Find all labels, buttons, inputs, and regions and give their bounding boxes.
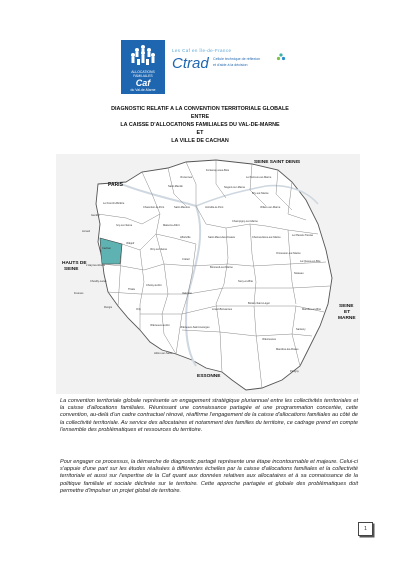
commune-label: Le Plessis-Trévise [292, 234, 314, 237]
caf-logo-brand: Caf [135, 78, 151, 88]
title-line-1: DIAGNOSTIC RELATIF A LA CONVENTION TERRITORIALE GLOBALE [111, 106, 289, 112]
paragraph-1: La convention territoriale globale représente un engagement stratégique pluriannuel entre les collectivités territoriales et la caisse d'allocations familiales. Réunissant une connaissance partagée et une programmation concertée, cette convention, au-delà d'un cadre contractuel rénové, réaffirme l'engagement de la caisse d'allocations familiales au côté de la collectivité territoriale. Au service des allocataires et notamment des familles du territoire, ce cadrage prend en compte l'ensemble des problématiques et ressources du territoire. [60, 398, 358, 433]
commune-label: Nogent-sur-Marne [224, 186, 246, 189]
commune-label: Villeneuve-Saint-Georges [180, 326, 210, 329]
commune-label: Charenton-le-Pont [143, 206, 165, 209]
ctrad-brand: Ctrad [172, 55, 209, 72]
map-svg [56, 154, 360, 394]
ctrad-sub2: et d'aide à la décision [213, 63, 248, 67]
commune-label: Limeil-Brévannes [212, 308, 233, 311]
commune-label: Chevilly-Larue [90, 280, 107, 283]
ctrad-sub1: Cellule technique de réflexion [213, 57, 261, 61]
title-line-4: ET [196, 130, 204, 136]
label-seine-saint-denis: SEINE SAINT DENIS [254, 160, 301, 165]
val-de-marne-map [56, 154, 360, 394]
commune-label: Santeny [296, 328, 306, 331]
page-number: 1 [358, 522, 373, 536]
commune-label: Orly [136, 308, 141, 311]
commune-label: Alfortville [180, 236, 191, 239]
commune-label: Villejuif [126, 242, 135, 245]
commune-label: Boissy-Saint-Léger [248, 302, 270, 305]
commune-label: Fontenay-sous-Bois [206, 169, 230, 172]
commune-label: Le Kremlin-Bicêtre [103, 202, 125, 205]
ctrad-tagline: Les Caf en Île-de-France [172, 48, 232, 53]
caf-people-icon [127, 44, 159, 70]
commune-label: Vitry-sur-Seine [150, 248, 168, 251]
caf-logo-line1: ALLOCATIONS [131, 70, 155, 74]
commune-label: Le Perreux-sur-Marne [246, 176, 272, 179]
title-line-5: LA VILLE DE CACHAN [171, 138, 229, 144]
commune-label: Valenton [182, 292, 193, 295]
title-line-2: ENTRE [190, 114, 210, 120]
commune-label: Champigny-sur-Marne [232, 220, 258, 223]
caf-logo [121, 40, 165, 94]
commune-label: Villecresnes [262, 338, 276, 341]
commune-label: Thiais [128, 288, 135, 291]
commune-label: Saint-Mandé [168, 185, 183, 188]
commune-label: Ormesson-sur-Marne [276, 252, 301, 255]
commune-label: Villiers-sur-Marne [260, 206, 281, 209]
commune-label: Vincennes [180, 176, 193, 179]
commune-label: Saint-Maur-des-Fossés [208, 236, 235, 239]
ctrad-logo [172, 48, 312, 78]
ctrad-spark-icon [276, 52, 286, 62]
commune-label: Ivry-sur-Seine [116, 224, 133, 227]
caf-logo-line2: FAMILIALES [133, 74, 153, 78]
commune-label: Villeneuve-le-Roi [150, 324, 170, 327]
commune-label: Cachan [102, 247, 111, 250]
commune-label: Chennevières-sur-Marne [252, 236, 281, 239]
commune-label: Fresnes [74, 292, 84, 295]
label-seine-et-marne-1: SEINE [339, 304, 354, 309]
commune-label: Bry-sur-Marne [252, 192, 269, 195]
label-hauts-de-seine-2: SEINE [64, 267, 79, 272]
paragraph-2: Pour engager ce processus, la démarche de diagnostic partagé représente une étape incontournable et majeure. Celui-ci s'appuie d'une part sur les études réalisées à différentes échelles par la caisse d'allocations familiales et la collectivité territoriale et aussi sur l'expertise de la Caf quant aux données relatives aux allocataires et à sa connaissance de la politique familiale et sociale déclinée sur le territoire. Cette approche partagée et globale des problématiques doit permettre d'impulser un projet global de territoire. [60, 459, 358, 494]
commune-label: Bonneuil-sur-Marne [210, 266, 233, 269]
caf-logo-region: du Val-de-Marne [130, 88, 156, 92]
label-essonne: ESSONNE [197, 374, 221, 379]
label-paris: PARIS [108, 182, 123, 188]
document-title [60, 105, 340, 145]
commune-label: L'Haÿ-les-Roses [86, 264, 105, 267]
commune-label: Créteil [182, 258, 190, 261]
commune-label: Rungis [104, 306, 113, 309]
commune-label: Arcueil [82, 230, 90, 233]
label-seine-et-marne-2: ET [344, 310, 351, 315]
commune-label: Maisons-Alfort [163, 224, 180, 227]
commune-label: Marolles-en-Brie [302, 308, 322, 311]
commune-label: La Queue-en-Brie [300, 260, 321, 263]
commune-label: Périgny [290, 370, 299, 373]
commune-label: Noiseau [294, 272, 304, 275]
label-hauts-de-seine-1: HAUTS DE [62, 261, 87, 266]
commune-label: Gentilly [91, 214, 100, 217]
commune-label: Sucy-en-Brie [238, 280, 253, 283]
commune-label: Choisy-le-Roi [146, 284, 162, 287]
commune-label: Joinville-le-Pont [205, 206, 224, 209]
label-seine-et-marne-3: MARNE [338, 316, 356, 321]
commune-label: Mandres-les-Roses [276, 348, 299, 351]
commune-label: Ablon-sur-Seine [154, 352, 173, 355]
title-line-3: LA CAISSE D'ALLOCATIONS FAMILIALES DU VAL-DE-MARNE [120, 122, 280, 128]
commune-label: Saint-Maurice [174, 206, 191, 209]
